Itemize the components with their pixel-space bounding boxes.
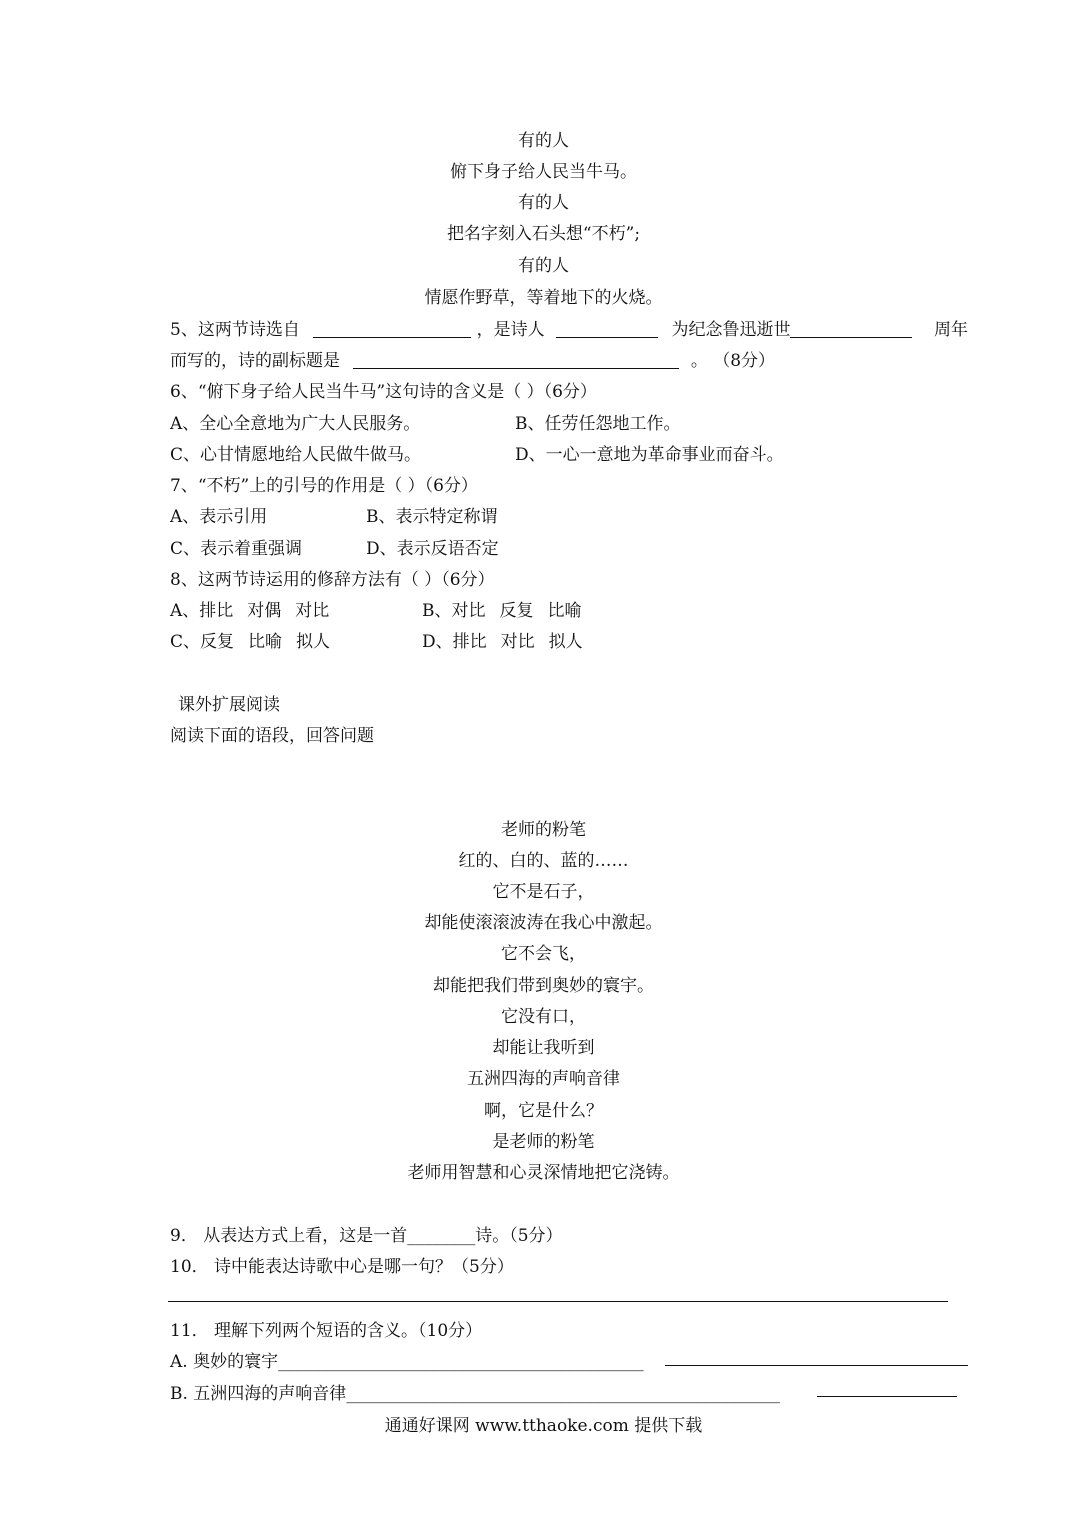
- q11-b-label: B. 五洲四海的声响音律: [170, 1384, 347, 1404]
- poem1-line-1: 有的人: [518, 131, 569, 151]
- poem2-title: 老师的粉笔: [501, 820, 586, 840]
- poem1-line-3: 有的人: [518, 193, 569, 213]
- q7-option-b[interactable]: B、表示特定称谓: [366, 507, 498, 527]
- q7-option-d[interactable]: D、表示反语否定: [366, 539, 499, 559]
- q11-item-b: [170, 1379, 780, 1404]
- q5-text-4: 周年: [934, 320, 968, 340]
- poem2-line-3: 却能使滚滚波涛在我心中激起。: [424, 913, 663, 933]
- question-8-stem: 8、这两节诗运用的修辞方法有（ ）（6分）: [170, 570, 495, 590]
- q8-c-item-2: 比喻: [248, 632, 283, 652]
- poem1-line-2: 俯下身子给人民当牛马。: [450, 162, 637, 182]
- q5-text-6: 。 （8分）: [690, 351, 776, 371]
- poem2-line-11: 老师用智慧和心灵深情地把它浇铸。: [407, 1163, 680, 1183]
- q5-text-1: 5、这两节诗选自: [170, 320, 300, 340]
- q8-option-d[interactable]: [422, 627, 583, 652]
- question-9: [170, 1221, 563, 1246]
- q8-option-c[interactable]: [170, 627, 330, 652]
- poem2-line-5: 却能把我们带到奥妙的寰宇。: [433, 976, 654, 996]
- q8-option-b[interactable]: [422, 596, 582, 621]
- question-11-stem: 11． 理解下列两个短语的含义。（10分）: [170, 1321, 483, 1341]
- poem2-line-1: 红的、白的、蓝的……: [458, 851, 629, 871]
- footer-text: 通通好课网 www.tthaoke.com 提供下载: [384, 1416, 703, 1436]
- poem2-line-9: 啊，它是什么？: [484, 1101, 603, 1121]
- q6-option-c[interactable]: C、心甘情愿地给人民做牛做马。: [170, 445, 422, 465]
- section-instruction: 阅读下面的语段，回答问题: [170, 726, 374, 746]
- q5-blank-subtitle[interactable]: [353, 352, 679, 369]
- q11-a-blank[interactable]: ___________________________________________: [278, 1352, 644, 1372]
- q8-b-item-1: B、对比: [422, 601, 486, 621]
- poem2-line-6: 它没有口，: [501, 1007, 586, 1027]
- question-6-stem: 6、“俯下身子给人民当牛马”这句诗的含义是（ ）（6分）: [170, 382, 597, 402]
- q8-b-item-3: 比喻: [547, 601, 582, 621]
- q6-option-b[interactable]: B、任劳任怨地工作。: [515, 414, 681, 434]
- poem2-line-8: 五洲四海的声响音律: [467, 1069, 620, 1089]
- q8-c-item-3: 拟人: [296, 632, 331, 652]
- q8-a-item-2: 对偶: [247, 601, 282, 621]
- q8-c-item-1: C、反复: [170, 632, 235, 652]
- q11-item-a: [170, 1347, 644, 1372]
- question-5-line-2: [170, 346, 775, 371]
- q8-a-item-3: 对比: [295, 601, 330, 621]
- q8-b-item-2: 反复: [499, 601, 534, 621]
- q11-a-label: A. 奥妙的寰宇: [170, 1352, 279, 1372]
- poem1-line-4: 把名字刻入石头想“不朽”;: [446, 224, 641, 244]
- q8-d-item-2: 对比: [500, 632, 535, 652]
- q9-text-post: 诗。（5分）: [475, 1226, 563, 1246]
- q5-text-5: 而写的，诗的副标题是: [170, 351, 340, 371]
- poem1-line-5: 有的人: [518, 256, 569, 276]
- q9-blank[interactable]: ________: [407, 1226, 476, 1246]
- q11-b-blank[interactable]: ___________________________________________________: [346, 1384, 780, 1404]
- q8-option-a[interactable]: [170, 596, 329, 621]
- poem2-line-7: 却能让我听到: [492, 1038, 595, 1058]
- q6-option-d[interactable]: D、一心一意地为革命事业而奋斗。: [515, 445, 784, 465]
- q5-blank-source[interactable]: [313, 321, 471, 338]
- q7-option-a[interactable]: A、表示引用: [170, 507, 268, 527]
- q5-blank-years[interactable]: [790, 321, 912, 338]
- q6-option-a[interactable]: A、全心全意地为广大人民服务。: [170, 414, 421, 434]
- q9-text-pre: 9． 从表达方式上看，这是一首: [170, 1226, 408, 1246]
- q8-d-item-1: D、排比: [422, 632, 487, 652]
- question-5-line-1: [170, 315, 920, 340]
- poem1-line-6: 情愿作野草，等着地下的火烧。: [424, 288, 663, 308]
- question-7-stem: 7、“不朽”上的引号的作用是（ ）（6分）: [170, 476, 478, 496]
- question-10-stem: 10． 诗中能表达诗歌中心是哪一句？（5分）: [170, 1257, 514, 1277]
- q5-blank-poet[interactable]: [556, 321, 658, 338]
- q10-answer-line[interactable]: [168, 1301, 948, 1302]
- q11-b-answer-line[interactable]: [817, 1396, 957, 1397]
- q8-a-item-1: A、排比: [170, 601, 234, 621]
- poem2-line-2: 它不是石子，: [492, 882, 595, 902]
- q5-text-3: 为纪念鲁迅逝世: [671, 320, 791, 340]
- q11-a-answer-line[interactable]: [665, 1365, 968, 1366]
- poem2-line-4: 它不会飞，: [501, 944, 586, 964]
- q8-d-item-3: 拟人: [548, 632, 583, 652]
- poem2-line-10: 是老师的粉笔: [492, 1132, 595, 1152]
- q5-text-2: ，是诗人: [476, 320, 545, 340]
- q7-option-c[interactable]: C、表示着重强调: [170, 539, 303, 559]
- section-title: 课外扩展阅读: [178, 695, 280, 715]
